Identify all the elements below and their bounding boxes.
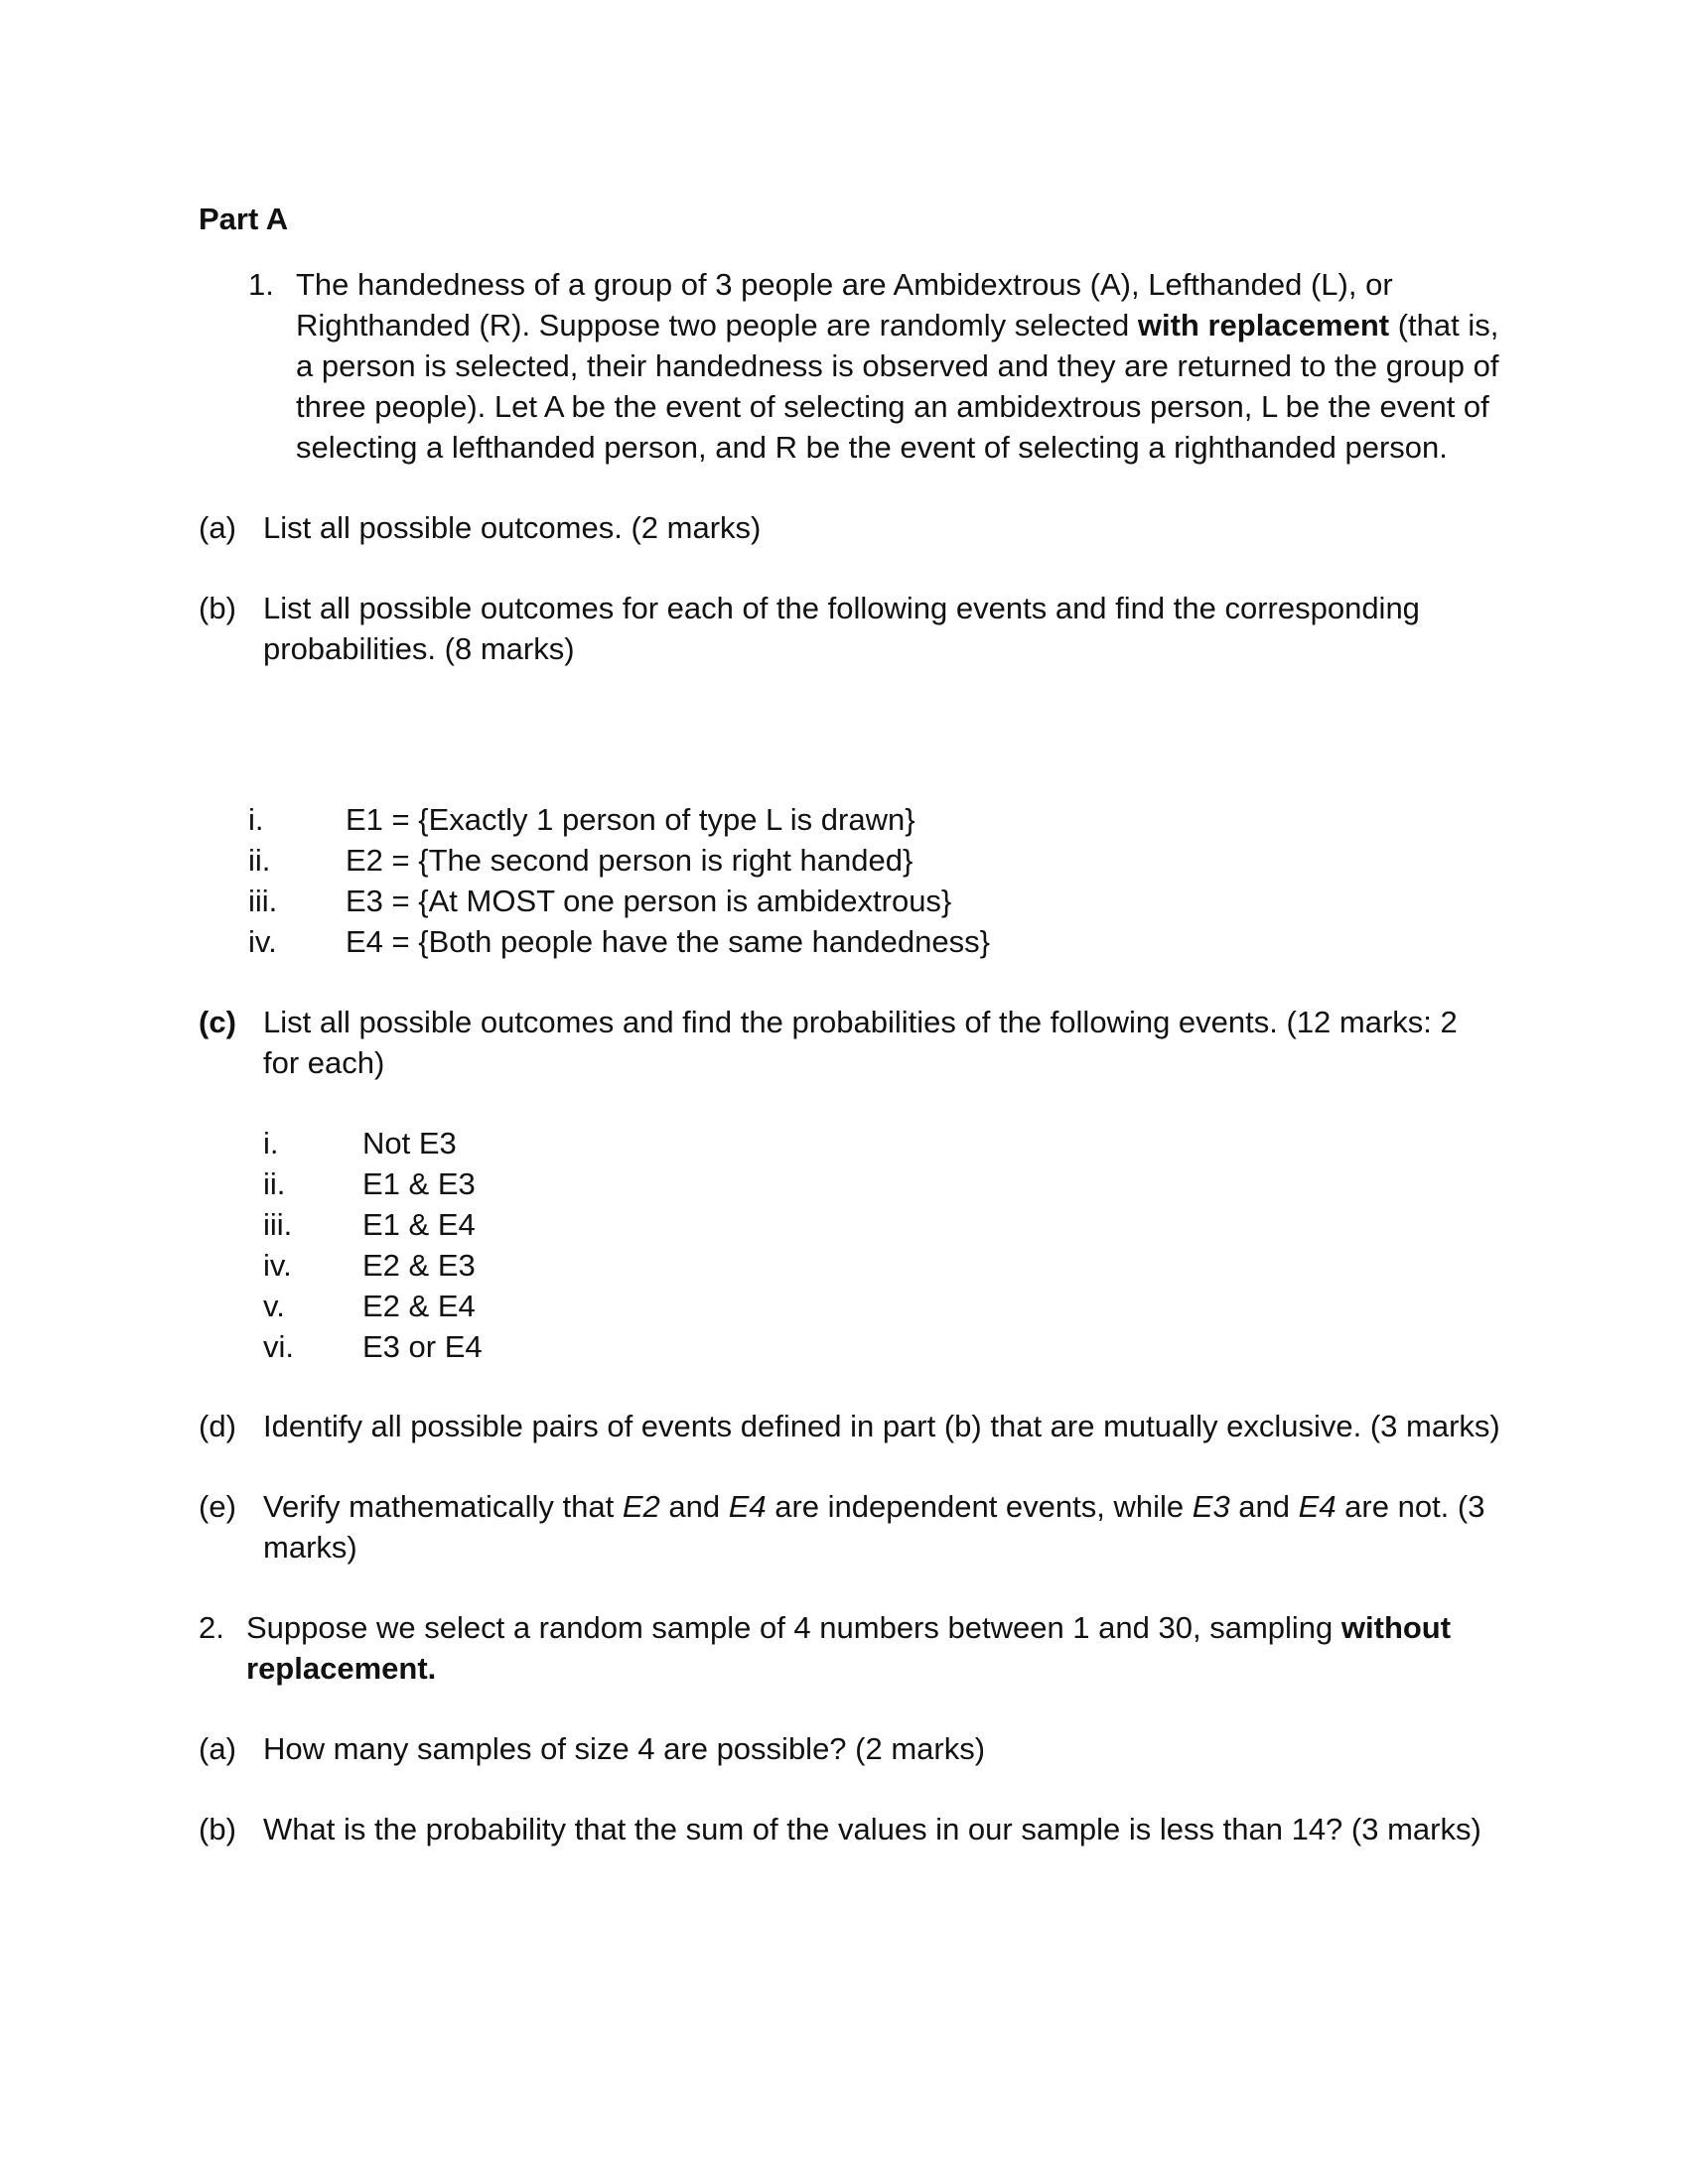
q1d-text: Identify all possible pairs of events defined in part (b) that are mutually exclusive. (3 marks)	[263, 1409, 1500, 1443]
q1c-event-text: Not E3	[362, 1126, 457, 1160]
q1c-event-text: E1 & E4	[362, 1207, 476, 1242]
q1c-event-text: E3 or E4	[362, 1329, 483, 1364]
q1c-line-1: List all possible outcomes and find the probabilities of the following events. (12 marks: 2	[263, 1005, 1458, 1039]
q1b-line-1: List all possible outcomes for each of the following events and find the corresponding	[263, 591, 1420, 625]
q1b-event-num: ii.	[248, 843, 271, 878]
q1-text	[296, 264, 1527, 468]
q1e-text	[263, 1486, 1534, 1568]
q1-line-2: Righthanded (R). Suppose two people are randomly selected with replacement (that is,	[296, 308, 1499, 342]
q1b-line-2: probabilities. (8 marks)	[263, 631, 575, 666]
q1-line-5: selecting a lefthanded person, and R be the event of selecting a righthanded person.	[296, 430, 1448, 465]
part-title: Part A	[199, 202, 289, 236]
q1e-line-2: marks)	[263, 1530, 357, 1565]
q1c-line-2: for each)	[263, 1045, 385, 1080]
q1c-event-num: vi.	[263, 1329, 294, 1364]
q1c-event-num: iv.	[263, 1248, 292, 1283]
q2b-text: What is the probability that the sum of the values in our sample is less than 14? (3 marks)	[263, 1812, 1481, 1846]
q1c-event-num: i.	[263, 1126, 279, 1160]
q1b-event-num: iv.	[248, 924, 277, 959]
q1-line-3: a person is selected, their handedness is observed and they are returned to the group of	[296, 348, 1499, 383]
q1c-event-num: iii.	[263, 1207, 293, 1242]
q2b-label: (b)	[199, 1812, 236, 1846]
q1b-event-num: i.	[248, 802, 264, 837]
q2a-text: How many samples of size 4 are possible? (2 marks)	[263, 1731, 986, 1766]
q1d-label: (d)	[199, 1409, 236, 1443]
q1c-event-num: v.	[263, 1289, 285, 1323]
q1c-event-text: E2 & E4	[362, 1289, 476, 1323]
q1b-event-text: E3 = {At MOST one person is ambidextrous}	[346, 884, 952, 918]
q1b-event-text: E2 = {The second person is right handed}	[346, 843, 914, 878]
q2-line-1: Suppose we select a random sample of 4 numbers between 1 and 30, sampling without	[246, 1610, 1452, 1645]
q2-text	[246, 1607, 1517, 1689]
q1e-label: (e)	[199, 1489, 236, 1524]
q1b-label: (b)	[199, 591, 236, 625]
q1b-event-text: E4 = {Both people have the same handedness}	[346, 924, 990, 959]
q1c-label: (c)	[199, 1005, 236, 1039]
q2-number: 2.	[199, 1610, 224, 1645]
q1-line-1: The handedness of a group of 3 people are Ambidextrous (A), Lefthanded (L), or	[296, 267, 1393, 302]
q1b-text	[263, 588, 1514, 669]
q2a-label: (a)	[199, 1731, 236, 1766]
q1a-label: (a)	[199, 510, 236, 545]
q1c-event-text: E1 & E3	[362, 1166, 476, 1201]
q1-number: 1.	[248, 267, 274, 302]
q1a-text: List all possible outcomes. (2 marks)	[263, 510, 762, 545]
q1c-text	[263, 1002, 1514, 1083]
q1b-event-text: E1 = {Exactly 1 person of type L is drawn}	[346, 802, 915, 837]
q1c-event-text: E2 & E3	[362, 1248, 476, 1283]
q1c-event-num: ii.	[263, 1166, 286, 1201]
q2-line-2: replacement.	[246, 1651, 437, 1686]
q1b-event-num: iii.	[248, 884, 278, 918]
q1e-line-1: Verify mathematically that E2 and E4 are independent events, while E3 and E4 are not. (3	[263, 1489, 1485, 1524]
q1-line-4: three people). Let A be the event of selecting an ambidextrous person, L be the event of	[296, 389, 1489, 424]
